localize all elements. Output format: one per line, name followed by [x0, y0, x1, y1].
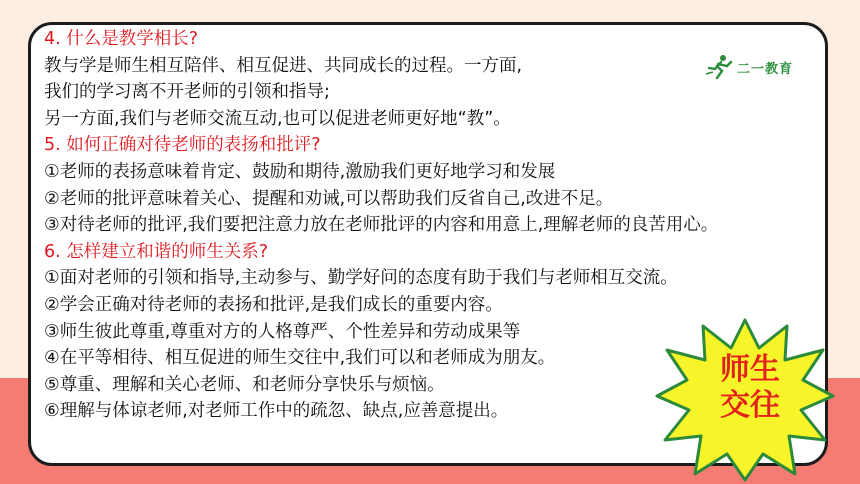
logo-text: 二一教育 [737, 62, 794, 77]
badge-line-2: 交往 [720, 388, 780, 423]
text-line: ①老师的表扬意味着肯定、鼓励和期待,激励我们更好地学习和发展 [44, 161, 556, 182]
text-line: 另一方面,我们与老师交流互动,也可以促进老师更好地“教”。 [44, 108, 511, 129]
text-line: ③对待老师的批评,我们要把注意力放在老师批评的内容和用意上,理解老师的良苦用心。 [44, 215, 719, 236]
badge-label [715, 352, 785, 424]
text-line: ⑤尊重、理解和关心老师、和老师分享快乐与烦恼。 [44, 374, 445, 395]
section-heading: 4. 什么是教学相长? [44, 29, 199, 49]
text-line: ②老师的批评意味着关心、提醒和劝诫,可以帮助我们反省自己,改进不足。 [44, 188, 614, 209]
text-line: ①面对老师的引领和指导,主动参与、勤学好问的态度有助于我们与老师相互交流。 [44, 268, 678, 289]
text-line: ②学会正确对待老师的表扬和批评,是我们成长的重要内容。 [44, 294, 503, 315]
text-line: ④在平等相待、相互促进的师生交往中,我们可以和老师成为朋友。 [44, 348, 556, 369]
text-line: ⑥理解与体谅老师,对老师工作中的疏忽、缺点,应善意提出。 [44, 401, 509, 422]
text-line: ③师生彼此尊重,尊重对方的人格尊严、个性差异和劳动成果等 [44, 321, 521, 342]
section-heading: 5. 如何正确对待老师的表扬和批评? [44, 135, 321, 156]
text-line: 教与学是师生相互陪伴、相互促进、共同成长的过程。一方面, [44, 55, 523, 76]
text-line: 我们的学习离不开老师的引领和指导; [44, 82, 330, 103]
badge-line-1: 师生 [720, 352, 780, 387]
section-heading: 6. 怎样建立和谐的师生关系? [44, 241, 269, 262]
